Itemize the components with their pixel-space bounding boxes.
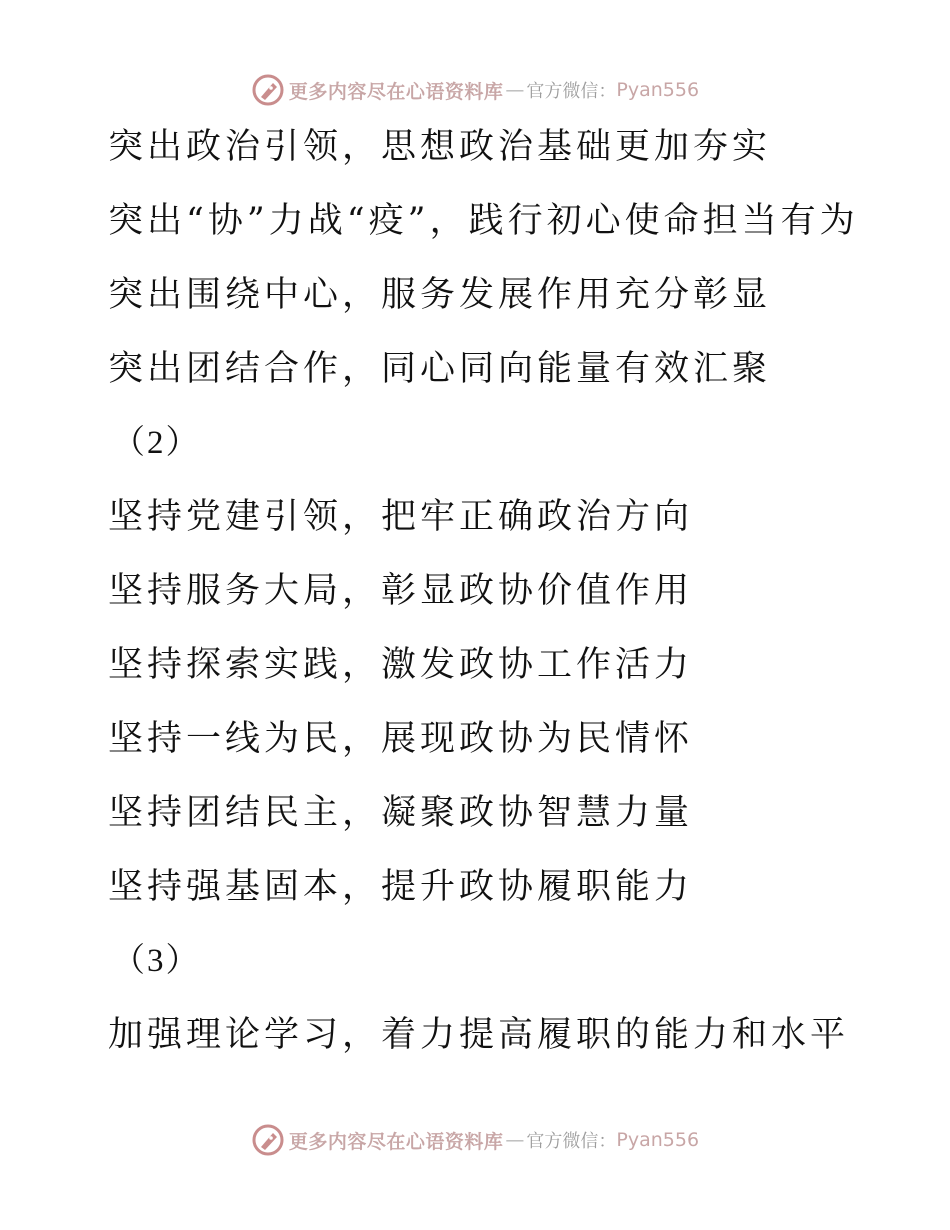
text-line: 加强理论学习，着力提高履职的能力和水平 bbox=[108, 1015, 850, 1055]
header-watermark bbox=[0, 70, 950, 110]
text-line: 突出围绕中心，服务发展作用充分彰显 bbox=[108, 275, 772, 315]
watermark-text: 更多内容尽在心语资料库 bbox=[288, 1130, 504, 1153]
text-line: 坚持一线为民，展现政协为民情怀 bbox=[108, 719, 694, 759]
watermark-wechat-id: Pyan556 bbox=[616, 79, 700, 101]
text-line: 坚持服务大局，彰显政协价值作用 bbox=[108, 571, 694, 611]
pen-nib-circle-icon bbox=[251, 73, 285, 107]
watermark-dash: — bbox=[505, 79, 525, 101]
watermark-text: 更多内容尽在心语资料库 bbox=[288, 80, 504, 103]
section-number: （2） bbox=[112, 425, 201, 461]
text-line: 突出团结合作，同心同向能量有效汇聚 bbox=[108, 349, 772, 389]
text-line: 坚持强基固本，提升政协履职能力 bbox=[108, 867, 694, 907]
watermark-dash: — bbox=[505, 1129, 525, 1151]
watermark-wechat-label: 官方微信： bbox=[526, 81, 617, 102]
footer-watermark bbox=[0, 1120, 950, 1160]
pen-nib-circle-icon bbox=[251, 1123, 285, 1157]
text-line: 突出政治引领，思想政治基础更加夯实 bbox=[108, 127, 772, 167]
watermark-wechat-label: 官方微信： bbox=[526, 1131, 617, 1152]
text-line: 坚持团结民主，凝聚政协智慧力量 bbox=[108, 793, 694, 833]
text-line: 坚持探索实践，激发政协工作活力 bbox=[108, 645, 694, 685]
watermark-wechat-id: Pyan556 bbox=[616, 1129, 700, 1151]
document-body bbox=[108, 120, 908, 1082]
section-number: （3） bbox=[112, 943, 201, 979]
text-line: 突出“协”力战“疫”，践行初心使命担当有为 bbox=[108, 201, 859, 241]
text-line: 坚持党建引领，把牢正确政治方向 bbox=[108, 497, 694, 537]
